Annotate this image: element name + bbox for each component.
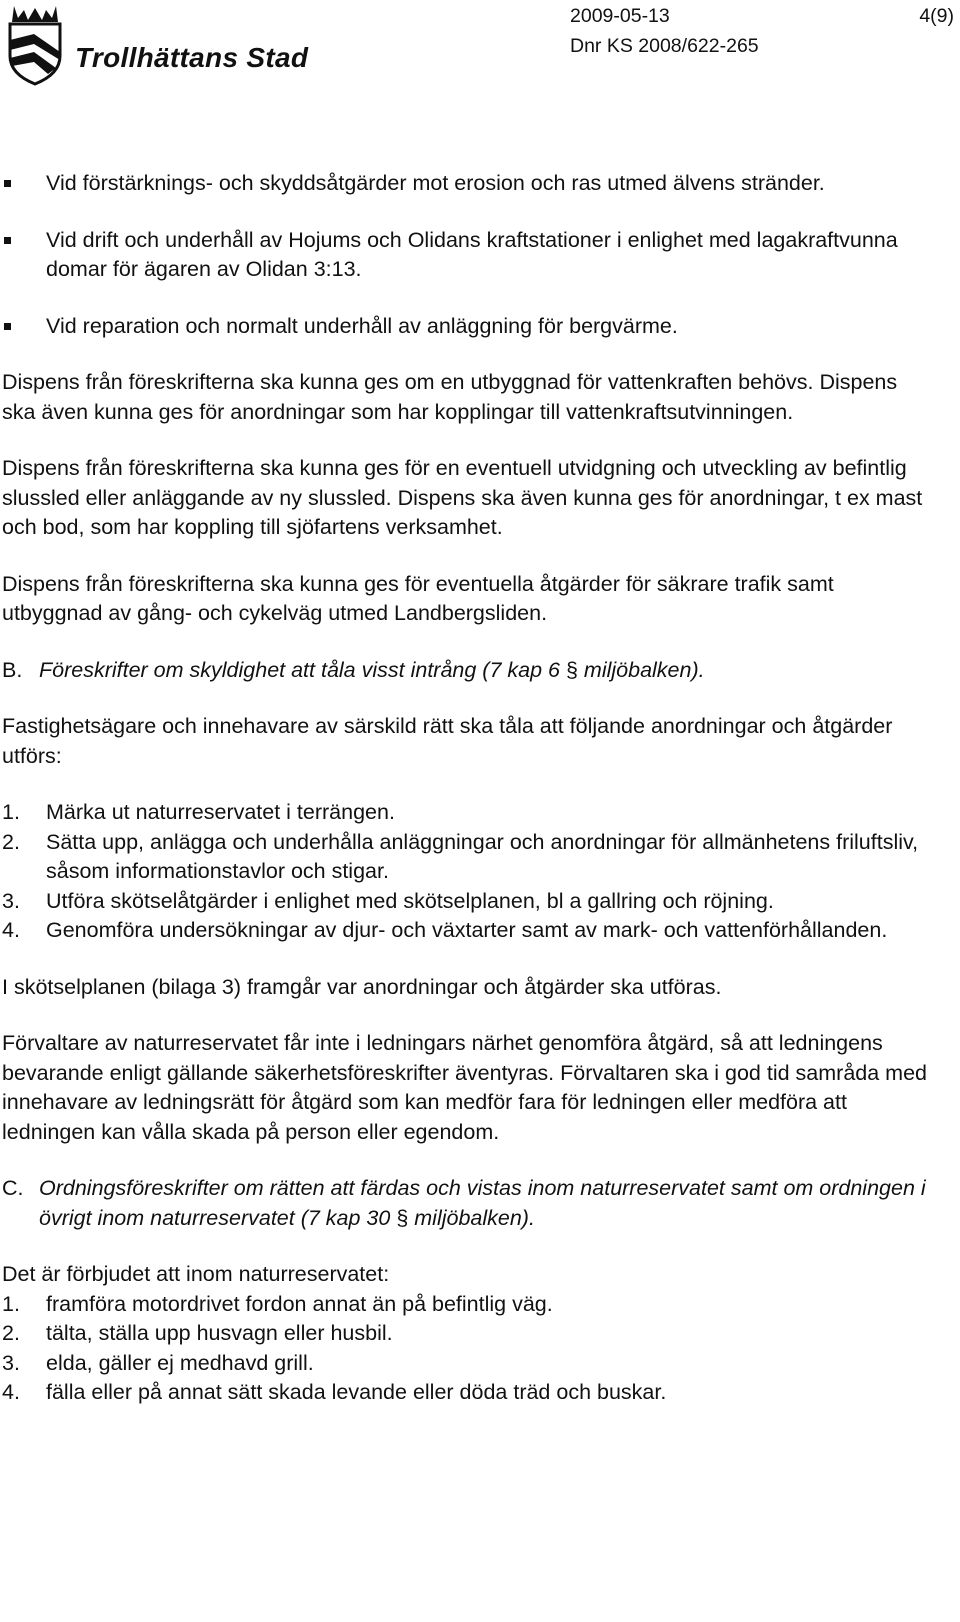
bullet-text: Vid reparation och normalt underhåll av anläggning för bergvärme. [46,313,678,338]
list-number: 2. [2,829,20,854]
list-text: fälla eller på annat sätt skada levande eller döda träd och buskar. [46,1380,667,1404]
bullet-item [2,312,932,342]
list-text: Märka ut naturreservatet i terrängen. [46,800,395,824]
list-number: 1. [2,800,20,824]
section-title: Föreskrifter om skyldighet att tåla visst intrång (7 kap 6 [39,657,566,682]
page-number: 4(9) [919,5,954,27]
section-heading-c [2,1174,932,1233]
list-text: Genomföra undersökningar av djur- och växtarter samt av mark- och vattenförhållanden. [46,918,888,942]
list-text: Sätta upp, anlägga och underhålla anläggningar och anordningar för allmänhetens friluftsliv, såsom informationstavlor och stigar. [46,829,919,883]
list-item [2,1319,932,1349]
coat-of-arms-icon [4,4,66,86]
bullet-text: Vid drift och underhåll av Hojums och Olidans kraftstationer i enlighet med lagakraftvunna domar för ägaren av Olidan 3:13. [46,227,898,281]
list-text: elda, gäller ej medhavd grill. [46,1350,314,1375]
bullet-marker [4,180,11,187]
list-item [2,887,932,917]
list-number: 2. [2,1321,20,1345]
section-title-end: miljöbalken). [408,1205,535,1230]
list-number: 3. [2,888,20,913]
paragraph: Fastighetsägare och innehavare av särskild rätt ska tåla att följande anordningar och åtgärder utförs: [2,714,893,768]
page-header [0,0,960,90]
document-reference: Dnr KS 2008/622-265 [570,35,759,57]
paragraph: Det är förbjudet att inom naturreservatet: [2,1262,390,1286]
document-body [2,169,932,1408]
list-item [2,916,932,946]
section-letter: C. [2,1176,24,1200]
list-item [2,1378,932,1408]
section-sign: § [565,657,578,682]
bullet-text: Vid förstärknings- och skyddsåtgärder mot erosion och ras utmed älvens stränder. [46,171,825,195]
section-sign: § [396,1205,409,1230]
bullet-marker [4,323,11,330]
list-item [2,1349,932,1379]
document-date: 2009-05-13 [570,5,670,27]
list-text: framföra motordrivet fordon annat än på befintlig väg. [46,1291,553,1316]
list-number: 4. [2,918,20,942]
paragraph: Dispens från föreskrifterna ska kunna ges om en utbyggnad för vattenkraften behövs. Dispens ska även kunna ges för anordningar som har kopplingar till vattenkraftsutvinningen. [2,370,898,424]
numbered-list-c [2,1290,932,1408]
section-title-end: miljöbalken). [577,657,705,682]
bullet-item [2,226,932,285]
section-heading-b [2,656,932,686]
list-number: 1. [2,1291,20,1316]
paragraph: Förvaltare av naturreservatet får inte i ledningars närhet genomföra åtgärd, så att ledningens bevarande enligt gällande säkerhetsföreskrifter äventyras. Förvaltaren ska i god tid samråda med innehavare av ledningsrätt för åtgärd som kan medför fara för ledningen eller medföra att ledningen kan vålla skada på person eller egendom. [2,1031,927,1144]
section-letter: B. [2,657,23,682]
section-title: Ordningsföreskrifter om rätten att färdas och vistas inom naturreservatet samt om ordningen i övrigt inom naturreservatet (7 kap 30 [39,1176,926,1230]
list-number: 4. [2,1380,20,1404]
numbered-list-b [2,798,932,946]
org-name: Trollhättans Stad [75,42,309,73]
list-number: 3. [2,1350,20,1375]
list-text: Utföra skötselåtgärder i enlighet med skötselplanen, bl a gallring och röjning. [46,888,774,913]
list-item [2,828,932,887]
bullet-item [2,169,932,199]
bullet-marker [4,237,11,244]
list-text: tälta, ställa upp husvagn eller husbil. [46,1321,393,1345]
list-item [2,798,932,828]
paragraph: Dispens från föreskrifterna ska kunna ges för eventuella åtgärder för säkrare trafik samt utbyggnad av gång- och cykelväg utmed Landbergsliden. [2,571,834,625]
paragraph: Dispens från föreskrifterna ska kunna ges för en eventuell utvidgning och utveckling av befintlig slussled eller anläggande av ny slussled. Dispens ska även kunna ges för anordningar, t ex mast och bod, som har koppling till sjöfartens verksamhet. [2,456,923,539]
paragraph: I skötselplanen (bilaga 3) framgår var anordningar och åtgärder ska utföras. [2,974,722,999]
list-item [2,1290,932,1320]
